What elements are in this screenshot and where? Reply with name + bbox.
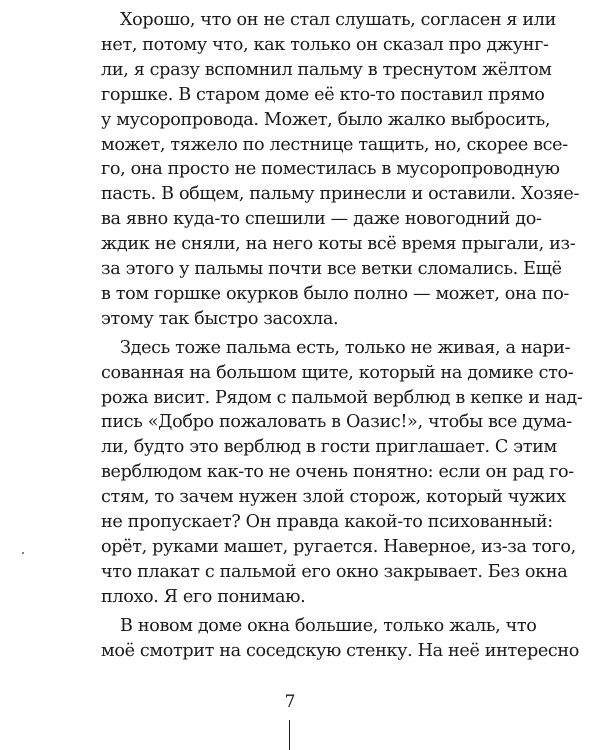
text-line: за этого у пальмы почти все ветки сломались. Ещё bbox=[101, 259, 562, 279]
text-line: Хорошо, что он не стал слушать, согласен я или bbox=[120, 10, 557, 30]
text-line: у мусоропровода. Может, было жалко выбросить, bbox=[101, 109, 551, 130]
text-line: го, она просто не поместилась в мусоропроводную bbox=[101, 159, 560, 180]
text-line: плохо. Я его понимаю. bbox=[101, 586, 306, 607]
text-line: верблюдом как-то не очень понятно: если он рад го- bbox=[101, 462, 574, 483]
text-line: не пропускает? Он правда какой-то психованный: bbox=[101, 512, 553, 532]
text-line: стям, то зачем нужен злой сторож, который чужих bbox=[101, 487, 566, 508]
text-line: ждик не сняли, на него коты всё время прыгали, из- bbox=[101, 234, 576, 255]
text-line: что плакат с пальмой его окно закрывает. Без окна bbox=[101, 561, 568, 582]
text-line: пись «Добро пожаловать в Оазис!», чтобы все дума- bbox=[101, 412, 572, 433]
page-number: 7 bbox=[284, 692, 296, 712]
text-line: нет, потому что, как только он сказал про джунг- bbox=[101, 34, 549, 55]
text-line: горшке. В старом доме её кто-то поставил прямо bbox=[101, 84, 545, 105]
text-line: этому так быстро засохла. bbox=[101, 308, 339, 329]
margin-mark bbox=[22, 552, 24, 554]
text-line: орёт, руками машет, ругается. Наверное, из-за того, bbox=[101, 536, 576, 557]
text-line: В новом доме окна большие, только жаль, что bbox=[120, 615, 537, 636]
text-line: ли, я сразу вспомнил пальму в треснутом жёлтом bbox=[101, 59, 552, 80]
text-line: может, тяжело по лестнице тащить, но, скорее все- bbox=[101, 134, 568, 155]
text-line: ли, будто это верблюд в гости приглашает. С этим bbox=[101, 437, 557, 458]
text-line: в том горшке окурков было полно — может, она по- bbox=[101, 283, 570, 304]
text-line: моё смотрит на соседскую стенку. На неё интересно bbox=[101, 640, 580, 661]
text-line: Здесь тоже пальма есть, только не живая, а нари- bbox=[120, 337, 571, 358]
text-line: рожа висит. Рядом с пальмой верблюд в кепке и над- bbox=[101, 387, 583, 408]
text-line: пасть. В общем, пальму принесли и оставили. Хозяе- bbox=[101, 184, 580, 205]
text-line: сованная на большом щите, который на домике сто- bbox=[101, 362, 574, 383]
footer-rule bbox=[289, 720, 290, 750]
text-line: ва явно куда-то спешили — даже новогодний до- bbox=[101, 209, 542, 230]
